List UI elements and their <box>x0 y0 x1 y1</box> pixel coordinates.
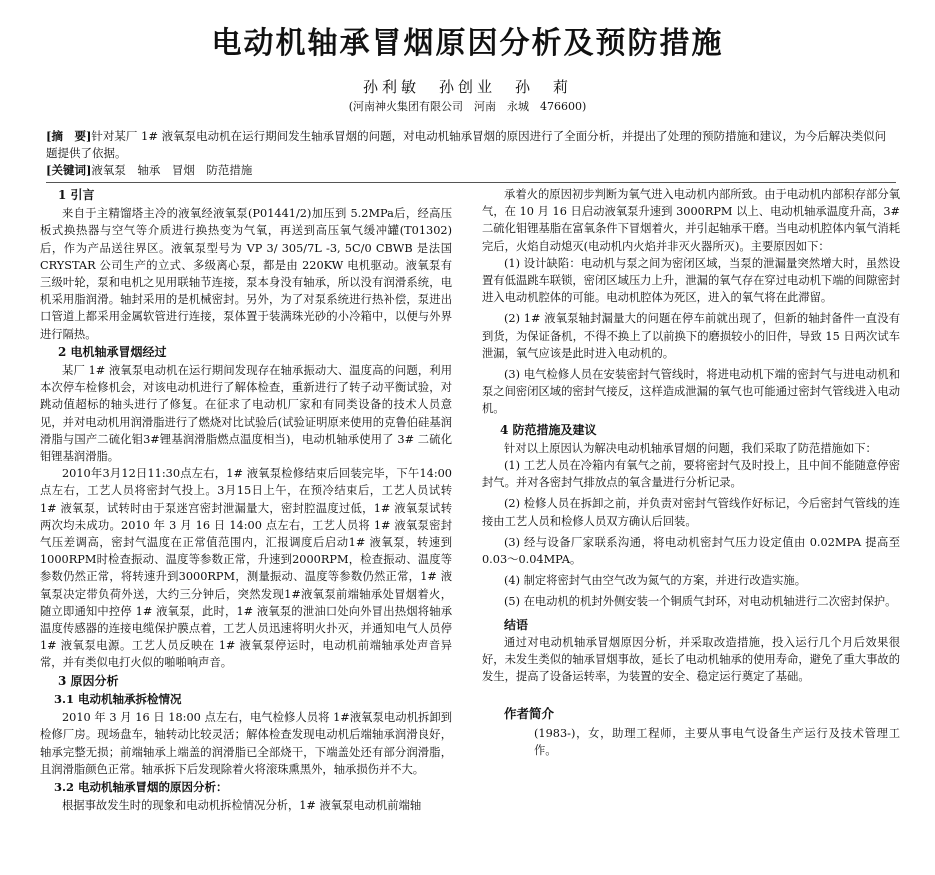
author-bio-heading: 作者简介 <box>504 706 555 722</box>
paragraph: 2010年3月12日11:30点左右，1# 液氧泵检修结束后回装完毕，下午14:00点左右，工艺人员将密封气投上。3月15日上午，在预冷结束后，工艺人员试转 1# 液氧泵，试转时由于泵迷宫密封泄漏量大，密封腔温度过低，1# 液氧泵试转两次均未成功。2010 年 3 月 16 日 14:00 点左右，工艺人员将 1# 液氧泵密封气压差调高，密封气温度在正常值范围内，汇报调度后启动1# 液氧泵，转速到1000RPM时检查振动、温度等参数正常，升速到2000RPM，检查振动、温度等参数仍然正常，将转速升到3000RPM，测量振动、温度等参数仍然正常，1# 液氧泵决定带负荷外送，大约三分钟后，突然发现1#液氧泵前端轴承处冒烟着火，随立即通知中控停 1# 液氧泵，此时，1# 液氧泵的泄油口处向外冒出热烟将轴承温度传感器的连接电缆保护膜点着，工艺人员迅速将明火扑灭，并通知电气人员停 1# 液氧泵电源。工艺人员反映在 1# 液氧泵停运时，电动机前端轴承处声音异常，并有类似电打火似的啪啪响声音。 <box>40 467 452 670</box>
section-heading-cause-analysis: 3 原因分析 <box>58 673 119 688</box>
paragraph: 针对以上原因认为解决电动机轴承冒烟的问题，我们采取了防范措施如下： <box>504 441 877 455</box>
cause-item: (2) 1# 液氧泵轴封漏量大的问题在停车前就出现了，但新的轴封备件一直没有到货，为保证备机，不得不换上了以前换下的磨损较小的旧件，导致 15 日两次试车泄漏，氧气应该是此时进入电动机的。 <box>482 312 900 360</box>
paragraph: 某厂 1# 液氧泵电动机在运行期间发现存在轴承振动大、温度高的问题，利用本次停车检修机会，对该电动机进行了解体检查，重新进行了转子动平衡试验，对跳动值超标的轴头进行了修复。在征求了电动机厂家和有同类设备的技术人员意见，并对电动机用润滑脂进行了燃烧对比试验后(试验证明原来使用的克鲁伯硅基润滑脂与国产二硫化钼3#锂基润滑脂燃点温度相当)，电动机轴承使用了 3# 二硫化钼锂基润滑脂。 <box>40 364 452 464</box>
paragraph: 承着火的原因初步判断为氧气进入电动机内部所致。由于电动机内部积存部分氧气，在 10 月 16 日启动液氧泵升速到 3000RPM 以上、电动机轴承温度升高，3# 二硫化钼锂基脂在富氧条件下冒烟着火，并引起轴承干磨。当电动机腔体内氧气消耗完后，火焰自动熄灭(电动机内火焰并非灭火器所灭)。主要原因如下： <box>482 188 900 253</box>
paragraph: 通过对电动机轴承冒烟原因分析，并采取改造措施，投入运行几个月后效果很好，未发生类似的轴承冒烟事故，延长了电动机轴承的使用寿命，避免了重大事故的发生，提高了设备运转率，为装置的安全、稳定运行奠定了基础。 <box>482 635 900 684</box>
left-column <box>40 186 452 814</box>
affiliation: (河南神火集团有限公司 河南 永城 476600) <box>348 100 587 113</box>
divider <box>46 182 896 183</box>
cause-item: (3) 电气检修人员在安装密封气管线时，将进电动机下端的密封气与进电动机和泵之间密闭区域的密封气接反，这样造成泄漏的氧气也可能通过密封气管线进入电动机。 <box>482 368 900 416</box>
section-heading-introduction: 1 引言 <box>58 188 95 202</box>
measure-item: (4) 制定将密封气由空气改为氮气的方案，并进行改造实施。 <box>504 574 807 588</box>
abstract <box>46 128 896 162</box>
abstract-label: [摘 要] <box>46 129 92 143</box>
author-list: 孙利敏 孙创业 孙 莉 <box>362 78 572 96</box>
paragraph: 根据事故发生时的现象和电动机拆检情况分析，1# 液氧泵电动机前端轴 <box>62 799 422 813</box>
section-heading-incident: 2 电机轴承冒烟经过 <box>58 344 167 359</box>
section-heading-conclusion: 结语 <box>504 617 529 632</box>
keywords <box>46 162 896 179</box>
measure-item: (3) 经与设备厂家联系沟通，将电动机密封气压力设定值由 0.02MPA 提高至 0.03～0.04MPA。 <box>482 535 900 567</box>
cause-item: (1) 设计缺陷：电动机与泵之间为密闭区域，当泵的泄漏量突然增大时，虽然设置有低温跳车联锁，密闭区域压力上升，泄漏的氧气存在穿过电动机下端的间隙密封进入电动机腔体的可能。电动机腔体为死区，进入的氧气将在此滞留。 <box>482 256 900 305</box>
measure-item: (2) 检修人员在拆卸之前，并负责对密封气管线作好标记，今后密封气管线的连接由工艺人员和检修人员双方确认后回装。 <box>482 497 900 528</box>
keywords-label: [关键词] <box>46 163 92 177</box>
abstract-text: 针对某厂 1# 液氧泵电动机在运行期间发生轴承冒烟的问题，对电动机轴承冒烟的原因进行了全面分析，并提出了处理的预防措施和建议，为今后解决类似问题提供了依据。 <box>46 129 887 160</box>
paper-title: 电动机轴承冒烟原因分析及预防措施 <box>211 26 724 61</box>
author-bio-text: (1983-)，女，助理工程师，主要从事电气设备生产运行及技术管理工作。 <box>534 726 900 757</box>
paragraph: 来自于主精馏塔主冷的液氧经液氧泵(P01441/2)加压到 5.2MPa后，经高压板式换热器与空气等介质进行换热变为气氧，再送到高压氧气缓冲罐(T01302)后，作为产品送往界区。液氧泵型号为 VP 3/ 305/7L -3, 5C/0 CBWB 是法国 CRYSTAR 公司生产的立式、多级离心泵，都是由 220KW 电机驱动。液氧泵有三级叶轮，泵和电机之见用联轴节连接，泵本身没有轴承，所以没有润滑系统，电机采用脂润滑。轴封采用的是机械密封。另外，为了对泵系统进行热补偿，泵进出口管道上都采用金属软管进行连接，泵体置于装满珠光砂的小冷箱中，以便与外界进行隔热。 <box>40 207 452 341</box>
paragraph: 2010 年 3 月 16 日 18:00 点左右，电气检修人员将 1#液氧泵电动机拆卸到检修厂房。现场盘车，轴转动比较灵活；解体检查发现电动机后端轴承润滑良好，轴承完整无损；前端轴承上端盖的润滑脂已全部烧干，下端盖处还有部分润滑脂，且润滑脂颜色正常。轴承拆下后发现除着火将滚珠熏黑外，轴承损伤并不大。 <box>40 711 452 776</box>
subsection-heading-cause: 3.2 电动机轴承冒烟的原因分析： <box>54 779 228 794</box>
measure-item: (5) 在电动机的机封外侧安装一个铜质气封环，对电动机轴进行二次密封保护。 <box>504 595 897 609</box>
measure-item: (1) 工艺人员在冷箱内有氧气之前，要将密封气及时投上，且中间不能随意停密封气。并对各密封气排放点的氧含量进行分析记录。 <box>482 459 900 490</box>
subsection-heading-inspection: 3.1 电动机轴承拆检情况 <box>54 691 182 706</box>
section-heading-measures: 4 防范措施及建议 <box>500 422 597 437</box>
keywords-text: 液氧泵 轴承 冒烟 防范措施 <box>91 163 253 177</box>
right-column <box>482 186 900 759</box>
